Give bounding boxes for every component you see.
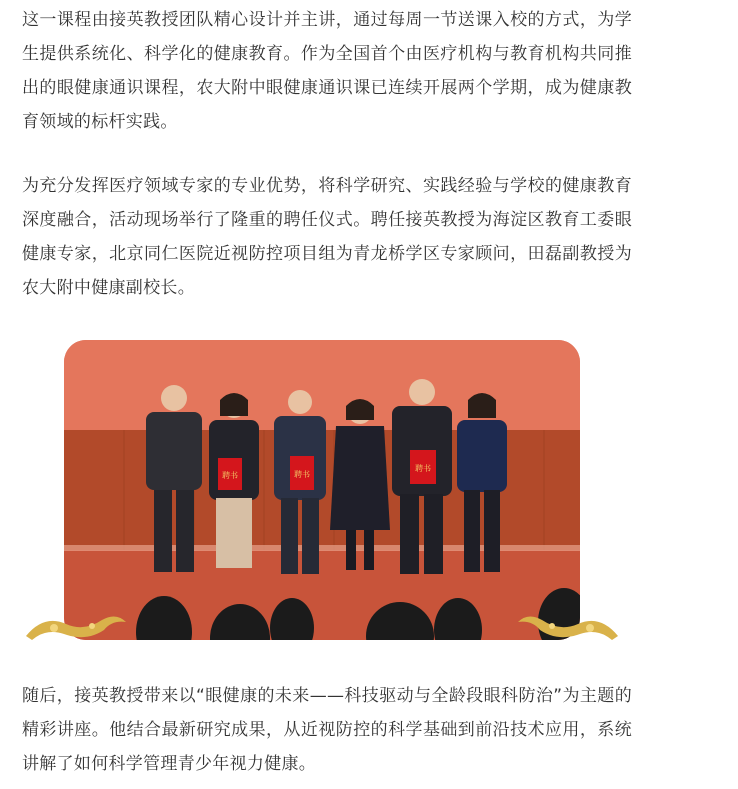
ceremony-scene bbox=[64, 340, 580, 640]
paragraph-appointment-ceremony: 为充分发挥医疗领域专家的专业优势，将科学研究、实践经验与学校的健康教育深度融合，活动现场举行了隆重的聘任仪式。聘任接英教授为海淀区教育工委眼健康专家，北京同仁医院近视防控项目组为青龙桥学区专家顾问，田磊副教授为农大附中健康副校长。 bbox=[22, 176, 632, 298]
ceremony-photo bbox=[64, 340, 580, 640]
stage-edge bbox=[64, 545, 580, 551]
gold-ornament-right-icon bbox=[516, 610, 620, 644]
paragraph-course-intro: 这一课程由接英教授团队精心设计并主讲，通过每周一节送课入校的方式，为学生提供系统化、科学化的健康教育。作为全国首个由医疗机构与教育机构共同推出的眼健康通识课程，农大附中眼健康通识课已连续开展两个学期，成为健康教育领域的标杆实践。 bbox=[22, 10, 632, 132]
gold-ornament-left-icon bbox=[24, 610, 128, 644]
ceremony-photo-frame bbox=[24, 340, 620, 650]
certificate-label-1: 聘书 bbox=[222, 471, 238, 480]
stage-backdrop bbox=[64, 340, 580, 430]
certificate-label-2: 聘书 bbox=[294, 470, 310, 479]
certificate-label-3: 聘书 bbox=[415, 464, 431, 473]
paragraph-lecture: 随后，接英教授带来以“眼健康的未来——科技驱动与全龄段眼科防治”为主题的精彩讲座。他结合最新研究成果，从近视防控的科学基础到前沿技术应用，系统讲解了如何科学管理青少年视力健康。 bbox=[22, 686, 632, 774]
